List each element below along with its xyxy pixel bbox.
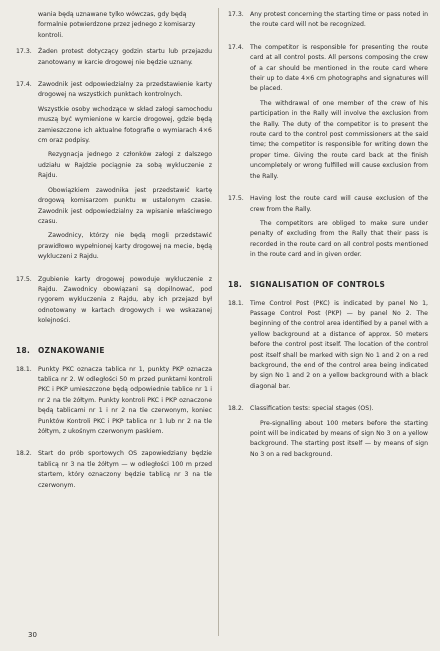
left-column-polish bbox=[16, 10, 212, 503]
heading-18-en bbox=[228, 279, 428, 289]
right-column-english bbox=[228, 10, 428, 472]
section-number: 17.4. bbox=[16, 81, 32, 89]
section-17-5-en bbox=[228, 194, 428, 264]
heading-number: 18. bbox=[16, 344, 31, 355]
section-paragraph: Rezygnacja jednego z członków załogi z dalszego udziału w Rajdzie pociągnie za sobą wykluczenie z Rajdu. bbox=[38, 151, 212, 180]
section-17-4-en bbox=[228, 43, 428, 186]
section-paragraph: Classification tests: special stages (OS). bbox=[250, 405, 374, 413]
section-number: 17.3. bbox=[16, 48, 32, 56]
section-18-2-en bbox=[228, 404, 428, 464]
section-18-1-pl bbox=[16, 365, 212, 442]
heading-title: OZNAKOWANIE bbox=[38, 344, 105, 355]
section-number: 18.1. bbox=[16, 365, 32, 373]
section-text: Time Control Post (PKC) is indicated by panel No 1, Passage Control Post (PKP) — by panel No 2. The beginning of the control area identified by a panel with a yellow background at a distance of approx. 50 meters before the control post itself. The location of the control post itself shall be marked with sign No 1 and 2 on a red background, the end of the control area being indicated by sign No 1 and 2 on a yellow background with a black diagonal bar. bbox=[250, 299, 428, 390]
section-paragraph: Having lost the route card will cause exclusion of the crew from the Rally. bbox=[250, 195, 428, 213]
section-paragraph: Wszystkie osoby wchodzące w skład załogi samochodu muszą być wymienione w karcie drogowej, gdzie będą zamieszczone ich aktualne fotografie o wymiarach 4×6 cm oraz podpisy. bbox=[38, 105, 212, 145]
section-number: 17.5. bbox=[16, 275, 32, 283]
section-number: 18.2. bbox=[228, 405, 244, 413]
continued-paragraph bbox=[16, 10, 212, 41]
section-text: Start do prób sportowych OS zapowiedziany będzie tablicą nr 3 na tle żółtym — w odległości 100 m przed startem, który oznaczony będzie tablicą nr 3 na tle czerwonym. bbox=[38, 450, 212, 489]
section-text: Żaden protest dotyczący godzin startu lub przejazdu zanotowany w karcie drogowej nie będzie uznany. bbox=[38, 48, 212, 66]
section-17-5-pl bbox=[16, 275, 212, 331]
section-number: 18.1. bbox=[228, 299, 244, 307]
section-17-3-en bbox=[228, 10, 428, 35]
section-paragraph: The competitors are obliged to make sure under penalty of excluding from the Rally that their pass is recorded in the route card on all control posts mentioned in the route card and in given order. bbox=[250, 219, 428, 259]
section-paragraph: The competitor is responsible for presenting the route card at all control posts. All persons composing the crew of a car should be mentioned in the route card where their up to date 4×6 cm photographs and signatures will be placed. bbox=[250, 43, 428, 93]
section-text: Any protest concerning the starting time or pass noted in the route card will not be recognized. bbox=[250, 11, 428, 29]
heading-18-pl bbox=[16, 345, 212, 355]
page-number: 30 bbox=[28, 631, 37, 639]
section-18-1-en bbox=[228, 299, 428, 397]
section-18-2-pl bbox=[16, 449, 212, 495]
section-text: Zgubienie karty drogowej powoduje wykluczenie z Rajdu. Zawodnicy obowiązani są dopilnować, pod rygorem wykluczenia z Rajdu, aby ich przejazd był odnotowany w kartach drogowych i we wskazanej kolejności. bbox=[38, 275, 212, 325]
column-divider bbox=[218, 8, 219, 636]
section-17-4-pl bbox=[16, 80, 212, 267]
section-paragraph: Obowiązkiem zawodnika jest przedstawić kartę drogową komisarzom punktu w ustalonym czasie. Zawodnik jest odpowiedzialny za wpisanie właściwego czasu. bbox=[38, 186, 212, 225]
section-paragraph: Pre-signalling about 100 meters before the starting point will be indicated by means of sign No 3 on a yellow background. The starting post itself — by means of sign No 3 on a red background. bbox=[250, 419, 428, 458]
section-number: 18.2. bbox=[16, 450, 32, 458]
section-paragraph: Zawodnicy, którzy nie będą mogli przedstawić prawidłowo wypełnionej karty drogowej na mecie, będą wykluczeni z Rajdu. bbox=[38, 232, 212, 261]
section-paragraph: Zawodnik jest odpowiedzialny za przedstawienie karty drogowej na wszystkich punktach kontrolnych. bbox=[38, 81, 212, 99]
section-number: 17.3. bbox=[228, 11, 244, 18]
section-paragraph: The withdrawal of one member of the crew of his participation in the Rally will involve the exclusion from the Rally. The duty of the competitor is to present the route card to the control post commissioners at the said time; the competitor is responsible for writing down the proper time. Giving the route card back at the finish uncompletely or wrong fulfilled will cause exclusion from the Rally. bbox=[250, 99, 428, 180]
section-number: 17.4. bbox=[228, 43, 244, 51]
continued-text: wania będą uznawane tylko wówczas, gdy będą formalnie potwierdzone przez jednego z komisarzy kontroli. bbox=[38, 11, 196, 39]
heading-title: SIGNALISATION OF CONTROLS bbox=[250, 278, 386, 289]
section-text: Punkty PKC oznacza tablica nr 1, punkty PKP oznacza tablica nr 2. W odległości 50 m przed punktami kontroli PKC i PKP umieszczone będą odpowiednie tablice nr 1 i nr 2 na tle żółtym. Punkty kontroli PKC i PKP oznaczone będą tablicami nr 1 i nr 2 na tle czerwonym, koniec Punktów Kontroli PKC i PKP tablica nr 1 lub nr 2 na tle żółtym, z ukośnym czerwonym paskiem. bbox=[38, 365, 212, 435]
heading-number: 18. bbox=[228, 278, 243, 289]
section-number: 17.5. bbox=[228, 195, 244, 203]
section-17-3-pl bbox=[16, 47, 212, 72]
